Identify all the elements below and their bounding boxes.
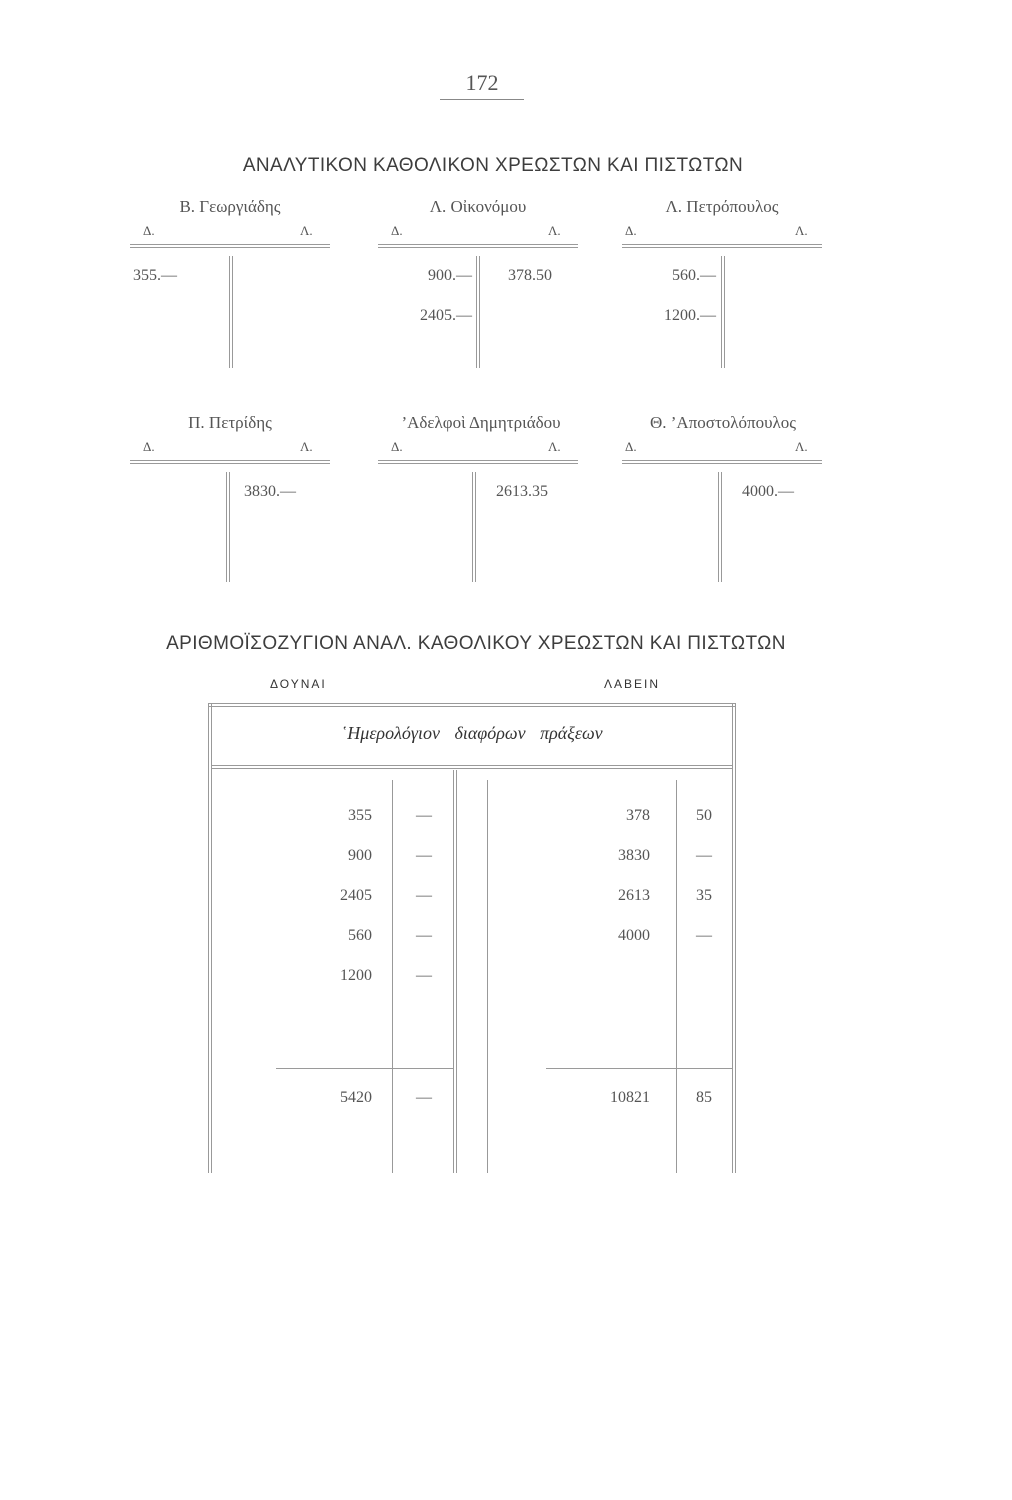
account-rule — [378, 244, 578, 248]
journal-column-title: ῾Ημερολόγιον διαφόρων πράξεων — [341, 723, 603, 743]
debit-entry: 560.— — [672, 267, 716, 284]
account-divider — [229, 256, 233, 368]
debit-total-rule — [276, 1068, 454, 1069]
debit-mark: Δ. — [391, 223, 403, 238]
debit-amount: 2405 — [340, 887, 372, 904]
debit-mark: Δ. — [143, 223, 155, 238]
account-rule — [622, 244, 822, 248]
trial-balance-title: ΑΡΙΘΜΟΪΣΟΖΥΓΙΟΝ ΑΝΑΛ. ΚΑΘΟΛΙΚΟΥ ΧΡΕΩΣΤΩΝ ΚΑΙ ΠΙΣΤΩΤΩΝ — [166, 633, 786, 654]
debit-total-amount: 5420 — [340, 1089, 372, 1106]
account-divider — [472, 472, 476, 582]
credit-cents: 50 — [696, 807, 712, 824]
account-divider — [718, 472, 722, 582]
table-column-line — [392, 780, 393, 1173]
table-column-line — [676, 780, 677, 1173]
page-number-rule — [440, 99, 524, 100]
table-center-divider — [453, 770, 457, 1173]
ledger-title: ΑΝΑΛΥΤΙΚΟΝ ΚΑΘΟΛΙΚΟΝ ΧΡΕΩΣΤΩΝ ΚΑΙ ΠΙΣΤΩΤΩΝ — [242, 155, 744, 176]
credit-entry: 2613.35 — [496, 483, 548, 500]
debit-entry: 900.— — [428, 267, 472, 284]
credit-total-amount: 10821 — [610, 1089, 650, 1106]
debit-heading: ΔΟΥΝΑΙ — [270, 677, 327, 691]
account-rule — [130, 244, 330, 248]
account-name: Β. Γεωργιάδης — [179, 197, 281, 216]
table-left-border — [208, 703, 212, 1173]
account-name: Λ. Πετρόπουλος — [665, 197, 779, 216]
debit-amount: 900 — [348, 847, 372, 864]
credit-amount: 3830 — [618, 847, 650, 864]
table-header-rule — [212, 765, 732, 769]
credit-mark: Λ. — [300, 223, 313, 238]
credit-mark: Λ. — [548, 439, 561, 454]
credit-entry: 378.50 — [508, 267, 552, 284]
debit-entry: 355.— — [133, 267, 177, 284]
debit-mark: Δ. — [625, 223, 637, 238]
account-name: Π. Πετρίδης — [188, 413, 272, 432]
table-right-border — [732, 703, 736, 1173]
credit-amount: 378 — [626, 807, 650, 824]
debit-cents: — — [416, 967, 432, 984]
account-rule — [622, 460, 822, 464]
debit-amount: 355 — [348, 807, 372, 824]
debit-amount: 1200 — [340, 967, 372, 984]
account-name: Θ. ’Αποστολόπουλος — [649, 413, 796, 432]
credit-entry: 4000.— — [742, 483, 794, 500]
credit-mark: Λ. — [300, 439, 313, 454]
credit-cents: — — [696, 847, 712, 864]
credit-mark: Λ. — [795, 439, 808, 454]
credit-total-cents: 85 — [696, 1089, 712, 1106]
debit-cents: — — [416, 887, 432, 904]
credit-amount: 4000 — [618, 927, 650, 944]
credit-cents: 35 — [696, 887, 712, 904]
credit-mark: Λ. — [795, 223, 808, 238]
credit-amount: 2613 — [618, 887, 650, 904]
account-divider — [476, 256, 480, 368]
credit-heading: ΛΑΒΕΙΝ — [604, 677, 661, 691]
table-top-rule — [208, 703, 736, 707]
debit-cents: — — [416, 807, 432, 824]
credit-cents: — — [696, 927, 712, 944]
page-number: 172 — [465, 70, 499, 95]
debit-mark: Δ. — [625, 439, 637, 454]
credit-entry: 3830.— — [244, 483, 296, 500]
debit-mark: Δ. — [143, 439, 155, 454]
account-divider — [721, 256, 725, 368]
debit-cents: — — [416, 927, 432, 944]
debit-total-cents: — — [416, 1089, 432, 1106]
account-rule — [378, 460, 578, 464]
account-divider — [226, 472, 230, 582]
debit-amount: 560 — [348, 927, 372, 944]
credit-mark: Λ. — [548, 223, 561, 238]
debit-mark: Δ. — [391, 439, 403, 454]
account-name: ’Αδελφοὶ Δημητριάδου — [401, 413, 561, 432]
debit-cents: — — [416, 847, 432, 864]
account-rule — [130, 460, 330, 464]
credit-total-rule — [546, 1068, 732, 1069]
account-name: Λ. Οἰκονόμου — [429, 197, 527, 216]
debit-entry: 1200.— — [664, 307, 716, 324]
table-column-line — [487, 780, 488, 1173]
debit-entry: 2405.— — [420, 307, 472, 324]
